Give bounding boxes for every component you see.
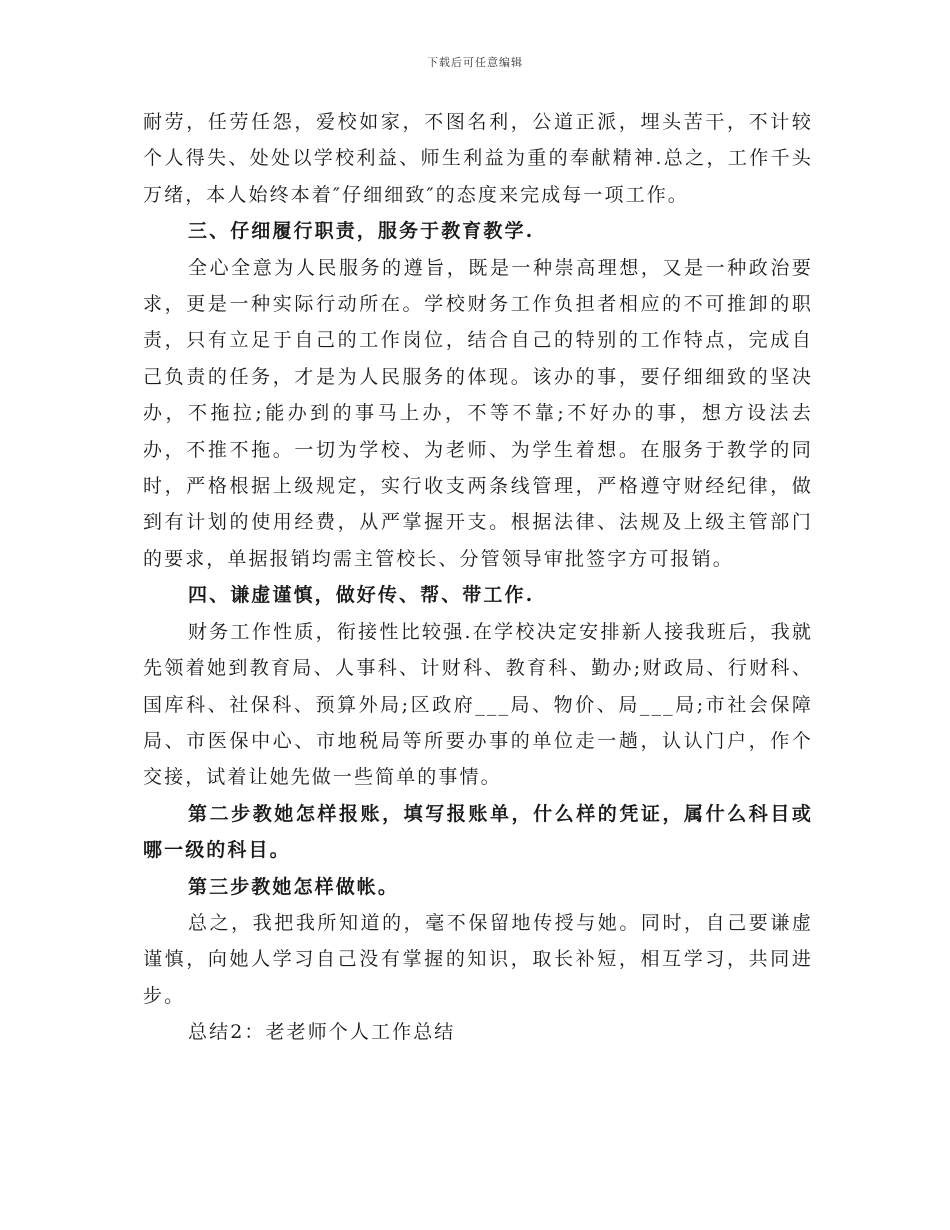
step-three-heading: 第三步教她怎样做帐。: [188, 875, 400, 898]
page-header: 下载后可任意编辑: [427, 56, 523, 69]
section-heading-three: 三、仔细履行职责，服务于教育教学.: [188, 220, 535, 243]
summary-two-title: 总结2：老老师个人工作总结: [188, 1021, 456, 1044]
section-heading-four: 四、谦虚谨慎，做好传、帮、带工作.: [188, 584, 535, 607]
step-two-heading: 第二步教她怎样报账，填写报账单，什么样的凭证，属什么科目或哪一级的科目。: [143, 802, 813, 862]
document-body: [143, 104, 813, 1051]
paragraph-continuation: 耐劳，任劳任怨，爱校如家，不图名利，公道正派，埋头苦干，不计较个人得失、处处以学校利益、师生利益为重的奉献精神.总之，工作千头万绪，本人始终本着″仔细细致″的态度来完成每一项工作。: [143, 111, 813, 206]
paragraph-conclusion: 总之，我把我所知道的，毫不保留地传授与她。同时，自己要谦虚谨慎，向她人学习自己没有掌握的知识，取长补短，相互学习，共同进步。: [143, 911, 813, 1007]
paragraph-handover: 财务工作性质，衔接性比较强.在学校决定安排新人接我班后，我就先领着她到教育局、人事科、计财科、教育科、勤办;财政局、行财科、国库科、社保科、预算外局;区政府___局、物价、局___局;市社会保障局、市医保中心、市地税局等所要办事的单位走一趟，认认门户，作个交接，试着让她先做一些简单的事情。: [143, 620, 813, 789]
paragraph-service: 全心全意为人民服务的遵旨，既是一种崇高理想，又是一种政治要求，更是一种实际行动所在。学校财务工作负担者相应的不可推卸的职责，只有立足于自己的工作岗位，结合自己的特别的工作特点，完成自己负责的任务，才是为人民服务的体现。该办的事，要仔细细致的坚决办，不拖拉;能办到的事马上办，不等不靠;不好办的事，想方设法去办，不推不拖。一切为学校、为老师、为学生着想。在服务于教学的同时，严格根据上级规定，实行收支两条线管理，严格遵守财经纪律，做到有计划的使用经费，从严掌握开支。根据法律、法规及上级主管部门的要求，单据报销均需主管校长、分管领导审批签字方可报销。: [143, 256, 813, 570]
